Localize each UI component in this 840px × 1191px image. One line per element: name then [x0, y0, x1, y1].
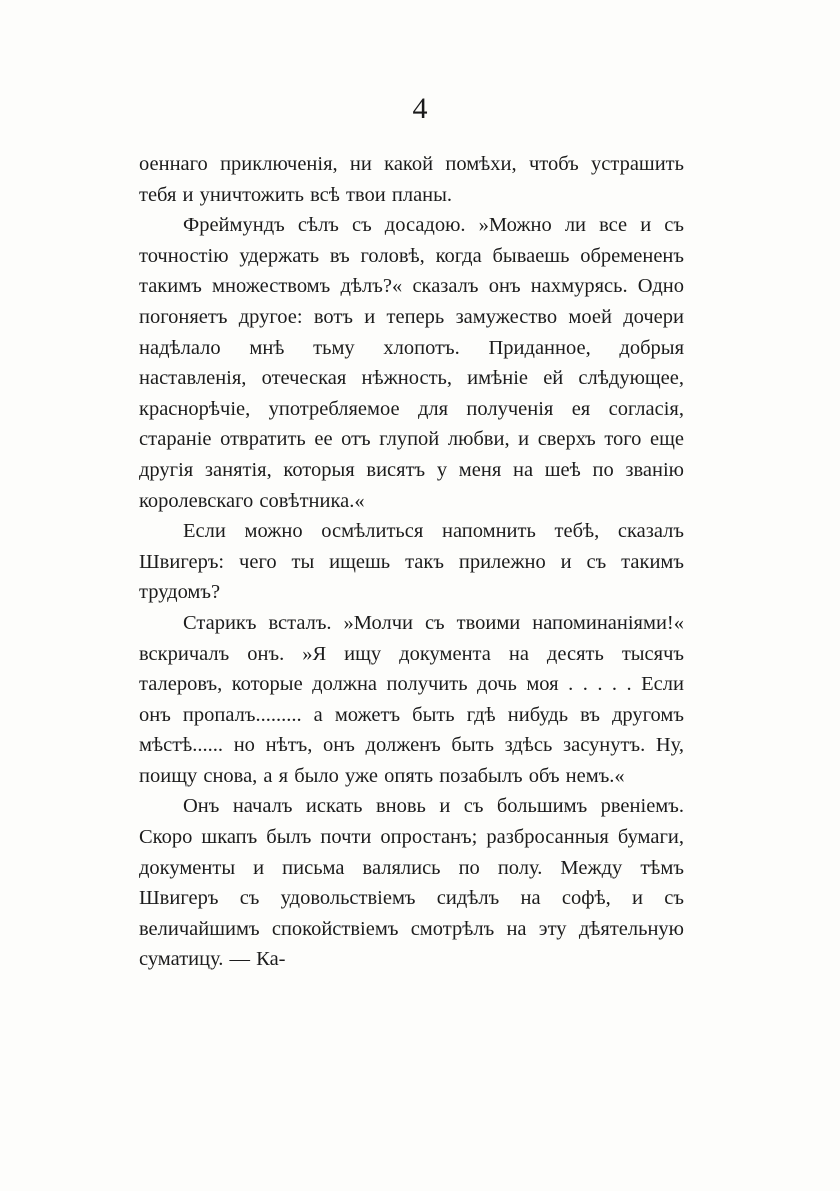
paragraph-3: Если можно осмѣлиться напомнить тебѣ, сказалъ Швигеръ: чего ты ищешь такъ прилежно и съ такимъ трудомъ? — [139, 520, 684, 604]
paragraph-1: оеннаго приключенія, ни какой помѣхи, чтобъ устрашить тебя и уничтожить всѣ твои планы. — [139, 153, 684, 206]
paragraph-5: Онъ началъ искать вновь и съ большимъ рвеніемъ. Скоро шкапъ былъ почти опростанъ; разбросанныя бумаги, документы и письма валялись по полу. Между тѣмъ Швигеръ съ удовольствіемъ сидѣлъ на софѣ, и съ величайшимъ спокойствіемъ смотрѣлъ на эту дѣятельную суматицу. — Ка- — [139, 795, 684, 971]
page-number: 4 — [412, 92, 428, 125]
paragraph-4: Старикъ всталъ. »Молчи съ твоими напоминаніями!« вскричалъ онъ. »Я ищу документа на десять тысячъ талеровъ, которые должна получить дочь моя . . . . . Если онъ пропалъ......... а можетъ быть гдѣ нибудь въ другомъ мѣстѣ...... но нѣтъ, онъ долженъ быть здѣсь засунутъ. Ну, поищу снова, а я было уже опять позабылъ объ немъ.« — [139, 611, 684, 787]
body-text — [139, 149, 684, 975]
paragraph-2: Фреймундъ сѣлъ съ досадою. »Можно ли все и съ точностію удержать въ головѣ, когда бываешь обремененъ такимъ множествомъ дѣлъ?« сказалъ онъ нахмурясь. Одно погоняетъ другое: вотъ и теперь замужество моей дочери надѣлало мнѣ тьму хлопотъ. Приданное, добрыя наставленія, отеческая нѣжность, имѣніе ей слѣдующее, краснорѣчіе, употребляемое для полученія ея согласія, стараніе отвратить ее отъ глупой любви, и сверхъ того еще другія занятія, которыя висятъ у меня на шеѣ по званію королевскаго совѣтника.« — [139, 214, 684, 512]
